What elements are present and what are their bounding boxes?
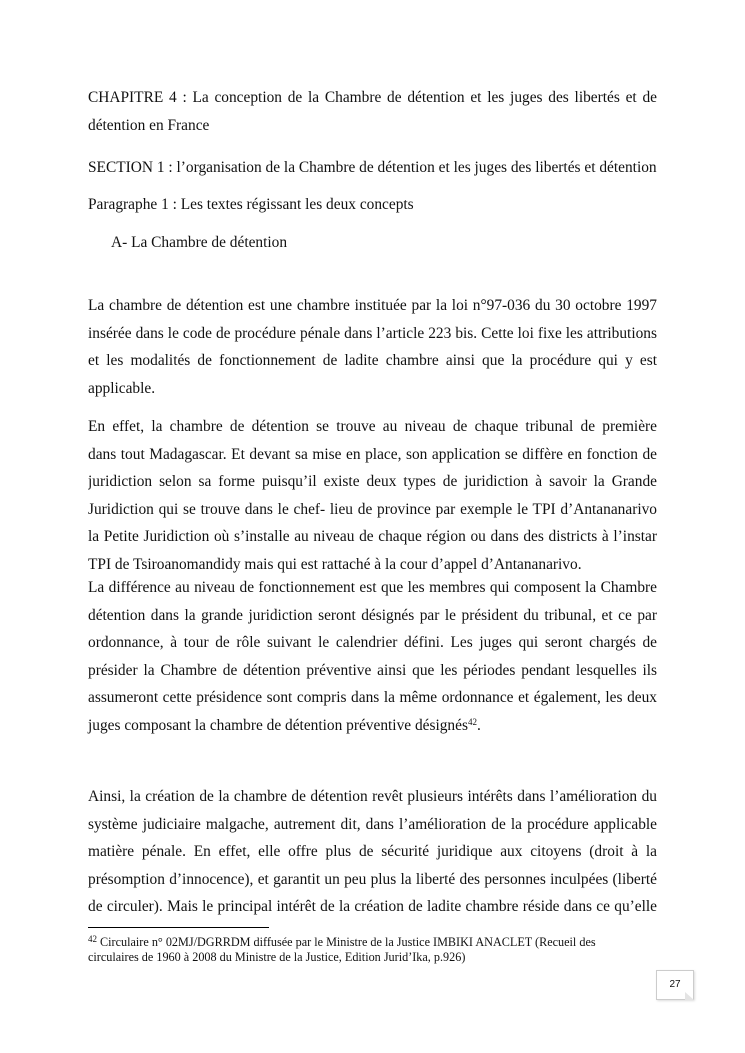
footnote xyxy=(88,935,658,965)
footnote-text: Circulaire n° 02MJ/DGRRDM diffusée par le Ministre de la Justice IMBIKI ANACLET (Recueil des xyxy=(100,935,596,949)
page-number: 27 xyxy=(669,979,681,990)
page-curl-icon xyxy=(685,992,694,1000)
body-paragraph-4 xyxy=(88,783,657,921)
text-line-content: juges composant la chambre de détention préventive désignés xyxy=(88,716,468,734)
footnote-line: circulaires de 1960 à 2008 du Ministre de la Justice, Edition Jurid’Ika, p.926) xyxy=(88,950,466,964)
text-line: dans tout Madagascar. Et devant sa mise en place, son application se diffère en fonction de xyxy=(88,445,657,463)
paragraph-heading xyxy=(88,191,657,219)
page-number-box xyxy=(656,970,694,1000)
text-line: assumeront cette présidence sont compris dans la même ordonnance et également, les deux xyxy=(88,689,657,707)
text-line: présomption d’innocence), et garantit un peu plus la liberté des personnes inculpées (liberté xyxy=(88,870,657,888)
text-line: détention dans la grande juridiction seront désignés par le président du tribunal, et ce par xyxy=(88,606,657,624)
text-line: TPI de Tsiroanomandidy mais qui est rattaché à la cour d’appel d’Antananarivo. xyxy=(88,555,582,573)
footnote-reference[interactable]: 42 xyxy=(467,716,477,727)
text-line: système judiciaire malgache, autrement dit, dans l’amélioration de la procédure applicable xyxy=(88,815,657,833)
chapter-title xyxy=(88,84,657,139)
text-line: insérée dans le code de procédure pénale dans l’article 223 bis. Cette loi fixe les attributions xyxy=(88,324,657,342)
chapter-title-line: détention en France xyxy=(88,116,210,134)
text-line: La différence au niveau de fonctionnement est que les membres qui composent la Chambre xyxy=(88,579,657,596)
subheading-text: A- La Chambre de détention xyxy=(111,234,288,251)
sentence-end: . xyxy=(476,716,481,734)
text-line: Ainsi, la création de la chambre de détention revêt plusieurs intérêts dans l’amélioration du xyxy=(88,788,657,805)
footnote-number: 42 xyxy=(88,934,97,944)
paragraph-heading-text: Paragraphe 1 : Les textes régissant les deux concepts xyxy=(88,196,414,213)
text-line xyxy=(88,712,657,740)
text-line: présider la Chambre de détention préventive ainsi que les périodes pendant lesquelles ils xyxy=(88,661,657,679)
section-title xyxy=(88,154,657,182)
body-paragraph-3 xyxy=(88,574,657,740)
text-line: de circuler). Mais le principal intérêt de la création de ladite chambre réside dans ce qu’elle xyxy=(88,898,657,916)
text-line: Juridiction qui se trouve dans le chef- lieu de province par exemple le TPI d’Antananarivo xyxy=(88,500,657,518)
text-line: applicable. xyxy=(88,379,156,397)
body-paragraph-2 xyxy=(88,413,657,579)
footnote-separator xyxy=(88,927,269,928)
subheading xyxy=(111,229,680,257)
text-line: ordonnance, à tour de rôle suivant le calendrier défini. Les juges qui seront chargés de xyxy=(88,634,657,652)
section-title-text: SECTION 1 : l’organisation de la Chambre de détention et les juges des libertés et détention xyxy=(88,159,657,176)
text-line: juridiction selon sa forme puisqu’il existe deux types de juridiction à savoir la Grande xyxy=(88,473,657,491)
footnote-line xyxy=(88,935,658,950)
text-line: la Petite Juridiction où s’installe au niveau de chaque région ou dans des districts à l’instar xyxy=(88,528,657,546)
text-line: En effet, la chambre de détention se trouve au niveau de chaque tribunal de première xyxy=(88,418,657,435)
text-line: La chambre de détention est une chambre instituée par la loi n°97-036 du 30 octobre 1997 xyxy=(88,297,657,314)
body-paragraph-1 xyxy=(88,292,657,402)
chapter-title-line: CHAPITRE 4 : La conception de la Chambre de détention et les juges des libertés et de xyxy=(88,89,657,106)
text-line: et les modalités de fonctionnement de ladite chambre ainsi que la procédure qui y est xyxy=(88,352,657,370)
text-line: matière pénale. En effet, elle offre plus de sécurité juridique aux citoyens (droit à la xyxy=(88,843,657,861)
